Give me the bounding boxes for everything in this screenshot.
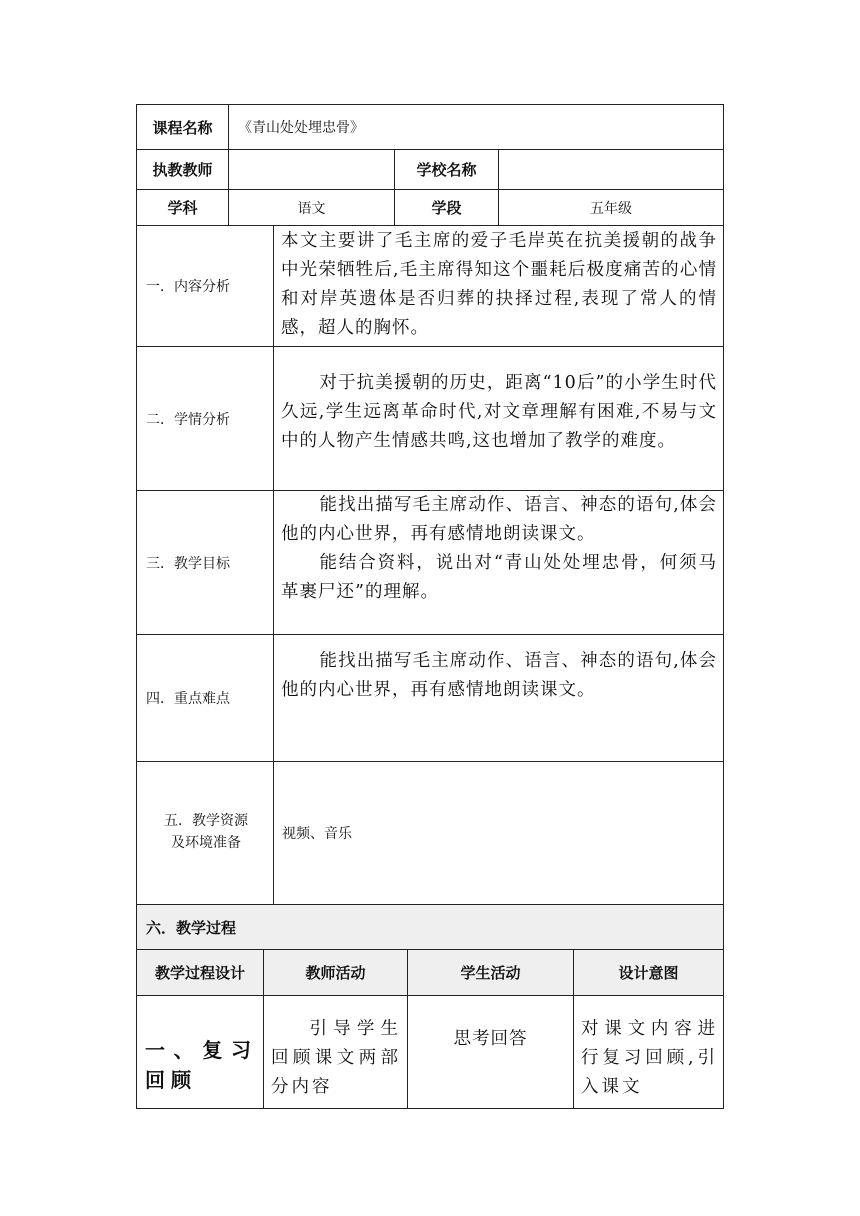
- teacher-label: 执教教师: [152, 161, 213, 179]
- subject-value: 语文: [297, 200, 326, 217]
- col-design: 教学过程设计: [154, 964, 245, 982]
- course-name-value: 《青山处处埋忠骨》: [238, 120, 364, 136]
- col-design-intent: 设计意图: [618, 964, 679, 982]
- col-teacher-activity: 教师活动: [305, 964, 366, 982]
- resources-label: [140, 810, 272, 860]
- learner-analysis-label: 二．学情分析: [146, 411, 230, 428]
- learner-analysis-text: 对于抗美援朝的历史，距离“10后”的小学生时代久远,学生远离革命时代,对文章理解有困难,不易与文中的人物产生情感共鸣,这也增加了教学的难度。: [281, 373, 717, 451]
- teaching-goal-1: 能找出描写毛主席动作、语言、神态的语句,体会他的内心世界，再有感情地朗读课文。: [281, 495, 717, 544]
- content-analysis-text: 本文主要讲了毛主席的爱子毛岸英在抗美援朝的战争中光荣牺牲后,毛主席得知这个噩耗后极度痛苦的心情和对岸英遗体是否归葬的抉择过程,表现了常人的情感，超人的胸怀。: [281, 231, 717, 338]
- teaching-goals-label: 三．教学目标: [146, 555, 230, 572]
- subject-label: 学科: [167, 199, 198, 217]
- teacher-value: [238, 150, 388, 189]
- process-title: 六．教学过程: [146, 918, 237, 937]
- teaching-goal-2: 能结合资料，说出对“青山处处埋忠骨，何须马革裹尸还”的理解。: [281, 553, 717, 602]
- process-row-intent: 对课文内容进行复习回顾,引入课文: [581, 1019, 718, 1097]
- content-analysis-label: 一．内容分析: [146, 279, 230, 295]
- course-name-label: 课程名称: [152, 118, 213, 137]
- resources-label-line1: 五．教学资源: [164, 813, 248, 829]
- col-student-activity: 学生活动: [460, 964, 521, 982]
- key-points-label: 四．重点难点: [146, 691, 230, 707]
- school-label: 学校名称: [416, 161, 477, 179]
- teaching-goals-text: [281, 491, 717, 631]
- stage-value: 五年级: [590, 200, 632, 217]
- stage-label: 学段: [431, 199, 462, 217]
- process-row-design: 一、复习回顾: [145, 1038, 257, 1092]
- process-row-teacher: 引导学生回顾课文两部分内容: [271, 1019, 401, 1097]
- school-value: [506, 150, 716, 189]
- process-row-student: 思考回答: [453, 1029, 528, 1049]
- key-points-text: 能找出描写毛主席动作、语言、神态的语句,体会他的内心世界，再有感情地朗读课文。: [281, 651, 717, 700]
- resources-label-line2: 及环境准备: [171, 835, 241, 851]
- resources-value: 视频、音乐: [282, 826, 352, 842]
